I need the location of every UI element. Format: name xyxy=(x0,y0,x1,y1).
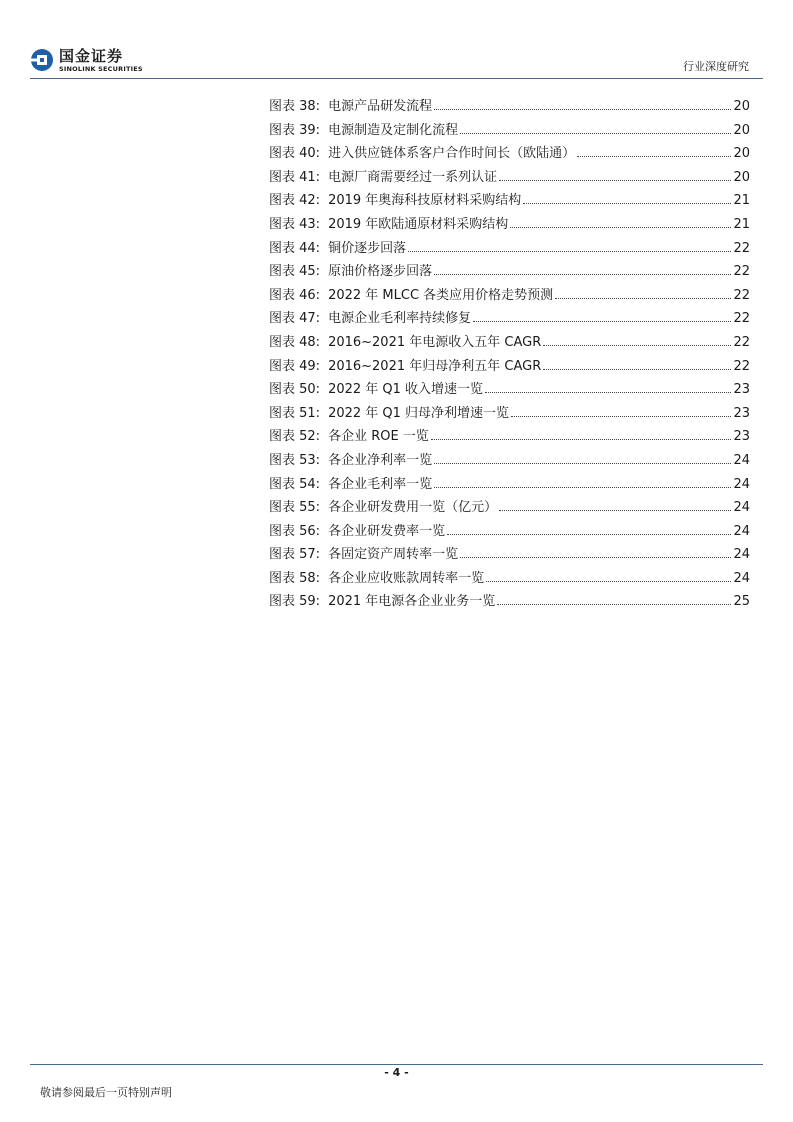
toc-entry[interactable] xyxy=(269,520,750,544)
toc-entry-label: 图表 59: xyxy=(269,594,321,610)
toc-leader-dots xyxy=(434,486,731,488)
toc-entry-label: 图表 49: xyxy=(269,358,321,374)
toc-entry[interactable] xyxy=(269,95,750,119)
toc-entry-label: 图表 41: xyxy=(269,169,321,185)
toc-entry-label: 图表 54: xyxy=(269,476,321,492)
toc-leader-dots xyxy=(555,297,731,299)
toc-entry-page: 24 xyxy=(733,452,750,468)
toc-entry-title: 电源制造及定制化流程 xyxy=(328,122,459,138)
toc-entry-label: 图表 38: xyxy=(269,99,321,114)
toc-entry-page: 24 xyxy=(733,547,750,563)
toc-entry-title: 铜价逐步回落 xyxy=(328,240,407,256)
toc-entry-page: 22 xyxy=(733,358,750,374)
toc-entry[interactable] xyxy=(269,355,750,379)
toc-entry-label: 图表 57: xyxy=(269,547,321,563)
toc-leader-dots xyxy=(543,344,731,346)
toc-leader-dots xyxy=(408,250,731,252)
toc-entry-title: 原油价格逐步回落 xyxy=(328,264,433,280)
toc-entry-page: 22 xyxy=(733,334,750,350)
toc-entry[interactable] xyxy=(269,402,750,426)
toc-entry-title: 2016~2021 年归母净利五年 CAGR xyxy=(328,358,542,374)
toc-leader-dots xyxy=(460,556,731,558)
toc-entry-page: 22 xyxy=(733,264,750,280)
toc-entry-title: 2022 年 MLCC 各类应用价格走势预测 xyxy=(328,287,554,303)
toc-entry[interactable] xyxy=(269,213,750,237)
toc-entry-page: 24 xyxy=(733,500,750,516)
toc-leader-dots xyxy=(510,226,731,228)
toc-entry-page: 23 xyxy=(733,382,750,398)
toc-leader-dots xyxy=(486,580,731,582)
toc-entry-page: 22 xyxy=(733,311,750,327)
toc-entry-page: 24 xyxy=(733,523,750,539)
toc-leader-dots xyxy=(499,179,731,181)
toc-leader-dots xyxy=(434,462,731,464)
toc-entry[interactable] xyxy=(269,189,750,213)
toc-entry-label: 图表 43: xyxy=(269,216,321,232)
toc-entry-title: 各固定资产周转率一览 xyxy=(328,547,459,563)
company-logo xyxy=(30,44,143,76)
toc-entry[interactable] xyxy=(269,119,750,143)
toc-entry-title: 2019 年奥海科技原材料采购结构 xyxy=(328,193,522,209)
toc-entry-page: 25 xyxy=(733,594,750,610)
logo-mark-icon xyxy=(30,48,54,72)
toc-entry[interactable] xyxy=(269,449,750,473)
footer-divider xyxy=(30,1064,763,1065)
toc-entry-label: 图表 39: xyxy=(269,122,321,138)
toc-entry-page: 21 xyxy=(733,193,750,209)
toc-entry-label: 图表 45: xyxy=(269,264,321,280)
toc-entry[interactable] xyxy=(269,473,750,497)
toc-entry-label: 图表 44: xyxy=(269,240,321,256)
toc-entry-page: 20 xyxy=(733,169,750,185)
figure-toc-list xyxy=(269,95,750,614)
toc-entry-title: 各企业 ROE 一览 xyxy=(328,429,429,445)
toc-entry[interactable] xyxy=(269,166,750,190)
page-number: - 4 - xyxy=(384,1066,409,1079)
toc-entry-page: 24 xyxy=(733,476,750,492)
toc-entry-label: 图表 55: xyxy=(269,500,321,516)
toc-entry-label: 图表 56: xyxy=(269,523,321,539)
toc-entry[interactable] xyxy=(269,260,750,284)
toc-entry[interactable] xyxy=(269,590,750,614)
toc-entry-page: 22 xyxy=(733,287,750,303)
toc-leader-dots xyxy=(434,108,731,110)
toc-entry-page: 23 xyxy=(733,429,750,445)
toc-entry-title: 2016~2021 年电源收入五年 CAGR xyxy=(328,334,542,350)
toc-entry-title: 各企业应收账款周转率一览 xyxy=(328,570,485,586)
toc-entry-title: 电源产品研发流程 xyxy=(328,99,433,114)
report-type: 行业深度研究 xyxy=(683,60,749,73)
toc-entry-label: 图表 46: xyxy=(269,287,321,303)
toc-entry-title: 各企业研发费用一览（亿元） xyxy=(328,500,498,516)
toc-entry-label: 图表 51: xyxy=(269,405,321,421)
toc-entry[interactable] xyxy=(269,331,750,355)
toc-entry-title: 2021 年电源各企业业务一览 xyxy=(328,594,496,610)
toc-entry[interactable] xyxy=(269,496,750,520)
toc-entry-title: 各企业净利率一览 xyxy=(328,452,433,468)
toc-entry-label: 图表 42: xyxy=(269,193,321,209)
logo-chinese-name: 国金证券 xyxy=(59,46,124,65)
toc-entry[interactable] xyxy=(269,543,750,567)
toc-entry-page: 23 xyxy=(733,405,750,421)
toc-entry-title: 进入供应链体系客户合作时间长（欧陆通） xyxy=(328,146,576,162)
toc-entry-page: 22 xyxy=(733,240,750,256)
toc-entry-label: 图表 47: xyxy=(269,311,321,327)
toc-entry-title: 2022 年 Q1 收入增速一览 xyxy=(328,382,484,398)
toc-entry-title: 各企业研发费率一览 xyxy=(328,523,446,539)
toc-entry-page: 20 xyxy=(733,99,750,114)
toc-entry-title: 电源企业毛利率持续修复 xyxy=(328,311,472,327)
toc-leader-dots xyxy=(497,603,731,605)
toc-entry-label: 图表 52: xyxy=(269,429,321,445)
toc-entry-title: 2019 年欧陆通原材料采购结构 xyxy=(328,216,509,232)
toc-entry-title: 各企业毛利率一览 xyxy=(328,476,433,492)
toc-entry[interactable] xyxy=(269,284,750,308)
toc-leader-dots xyxy=(577,155,731,157)
toc-entry-label: 图表 40: xyxy=(269,146,321,162)
header-divider xyxy=(30,78,763,79)
logo-english-name: SINOLINK SECURITIES xyxy=(59,64,143,73)
toc-entry-label: 图表 48: xyxy=(269,334,321,350)
toc-leader-dots xyxy=(511,415,731,417)
toc-entry[interactable] xyxy=(269,307,750,331)
footer-disclaimer: 敬请参阅最后一页特别声明 xyxy=(40,1086,172,1099)
toc-leader-dots xyxy=(431,438,732,440)
toc-entry-page: 20 xyxy=(733,146,750,162)
toc-entry-title: 2022 年 Q1 归母净利增速一览 xyxy=(328,405,510,421)
toc-entry-label: 图表 58: xyxy=(269,570,321,586)
toc-entry[interactable] xyxy=(269,237,750,261)
toc-leader-dots xyxy=(543,368,731,370)
toc-leader-dots xyxy=(523,202,731,204)
toc-leader-dots xyxy=(473,320,731,322)
toc-leader-dots xyxy=(447,533,731,535)
toc-leader-dots xyxy=(485,391,731,393)
toc-entry[interactable] xyxy=(269,142,750,166)
toc-entry-page: 21 xyxy=(733,216,750,232)
toc-leader-dots xyxy=(499,509,731,511)
toc-entry-label: 图表 50: xyxy=(269,382,321,398)
toc-entry-title: 电源厂商需要经过一系列认证 xyxy=(328,169,498,185)
toc-entry-page: 24 xyxy=(733,570,750,586)
toc-entry-page: 20 xyxy=(733,122,750,138)
toc-leader-dots xyxy=(460,132,731,134)
toc-entry-label: 图表 53: xyxy=(269,452,321,468)
toc-leader-dots xyxy=(434,273,731,275)
toc-entry[interactable] xyxy=(269,378,750,402)
toc-entry[interactable] xyxy=(269,425,750,449)
toc-entry[interactable] xyxy=(269,567,750,591)
